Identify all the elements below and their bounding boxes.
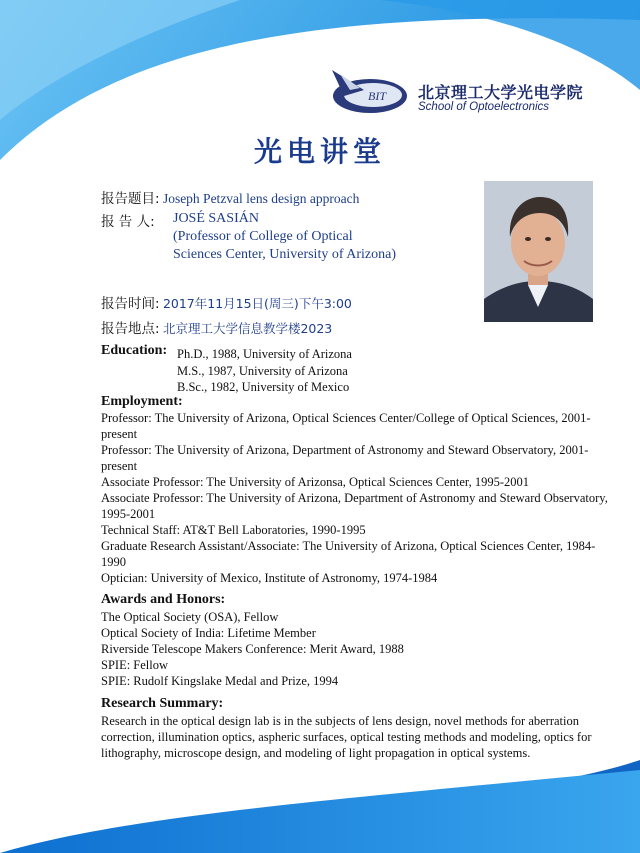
speaker-photo	[484, 181, 593, 322]
topic-value: Joseph Petzval lens design approach	[162, 191, 360, 206]
awards-heading: Awards and Honors:	[101, 592, 226, 607]
awards-list	[101, 609, 611, 689]
logo-badge-text: BIT	[368, 89, 386, 103]
speaker-block	[173, 210, 403, 264]
employment-item: Technical Staff: AT&T Bell Laboratories, 1990-1995	[101, 523, 366, 537]
bit-logo	[330, 66, 414, 116]
page-title: 光电讲堂	[253, 135, 386, 168]
education-item: B.Sc., 1982, University of Mexico	[177, 380, 350, 394]
place-label: 报告地点:	[101, 321, 160, 337]
time-row	[101, 292, 352, 312]
employment-heading: Employment:	[101, 394, 183, 409]
award-item: SPIE: Rudolf Kingslake Medal and Prize, 1994	[101, 674, 339, 688]
place-value: 北京理工大学信息教学楼2023	[162, 321, 333, 336]
school-name-en: School of Optoelectronics	[418, 101, 550, 113]
speaker-label-row	[101, 210, 155, 230]
topic-label: 报告题目:	[101, 191, 160, 207]
education-item: Ph.D., 1988, University of Arizona	[177, 347, 352, 361]
school-name-cn: 北京理工大学光电学院	[418, 83, 584, 102]
employment-item: Associate Professor: The University of Arizona, Department of Astronomy and Steward Observatory, 1995-2001	[101, 491, 608, 521]
employment-list	[101, 410, 611, 586]
education-item: M.S., 1987, University of Arizona	[177, 363, 348, 378]
employment-item: Associate Professor: The University of Arizonsa, Optical Sciences Center, 1995-2001	[101, 475, 529, 489]
employment-item: Professor: The University of Arizona, Optical Sciences Center/College of Optical Sciences, 2001-present	[101, 411, 591, 441]
topic-row	[101, 187, 359, 207]
speaker-affiliation: (Professor of College of Optical Sciences Center, University of Arizona)	[173, 229, 396, 262]
place-row	[101, 317, 332, 337]
time-value: 2017年11月15日(周三)下午3:00	[162, 296, 352, 311]
speaker-label: 报 告 人:	[101, 214, 155, 230]
employment-item: Optician: University of Mexico, Institute of Astronomy, 1974-1984	[101, 571, 438, 585]
research-heading: Research Summary:	[101, 696, 224, 711]
education-list	[177, 346, 352, 396]
employment-item: Graduate Research Assistant/Associate: The University of Arizona, Optical Sciences Center, 1984-1990	[101, 539, 596, 569]
award-item: Riverside Telescope Makers Conference: Merit Award, 1988	[101, 642, 404, 656]
time-label: 报告时间:	[101, 296, 160, 312]
award-item: The Optical Society (OSA), Fellow	[101, 610, 279, 624]
speaker-name: JOSÉ SASIÁN	[173, 211, 259, 226]
employment-item: Professor: The University of Arizona, Department of Astronomy and Steward Observatory, 2001-present	[101, 443, 589, 473]
research-text: Research in the optical design lab is in the subjects of lens design, novel methods for aberration correction, illumination optics, aspheric surfaces, optical testing methods and modeling, optics for lithography, microscope design, and modeling of light propagation in optical systems.	[101, 714, 592, 760]
award-item: SPIE: Fellow	[101, 658, 169, 672]
education-label: Education:	[101, 343, 168, 358]
award-item: Optical Society of India: Lifetime Member	[101, 626, 316, 640]
